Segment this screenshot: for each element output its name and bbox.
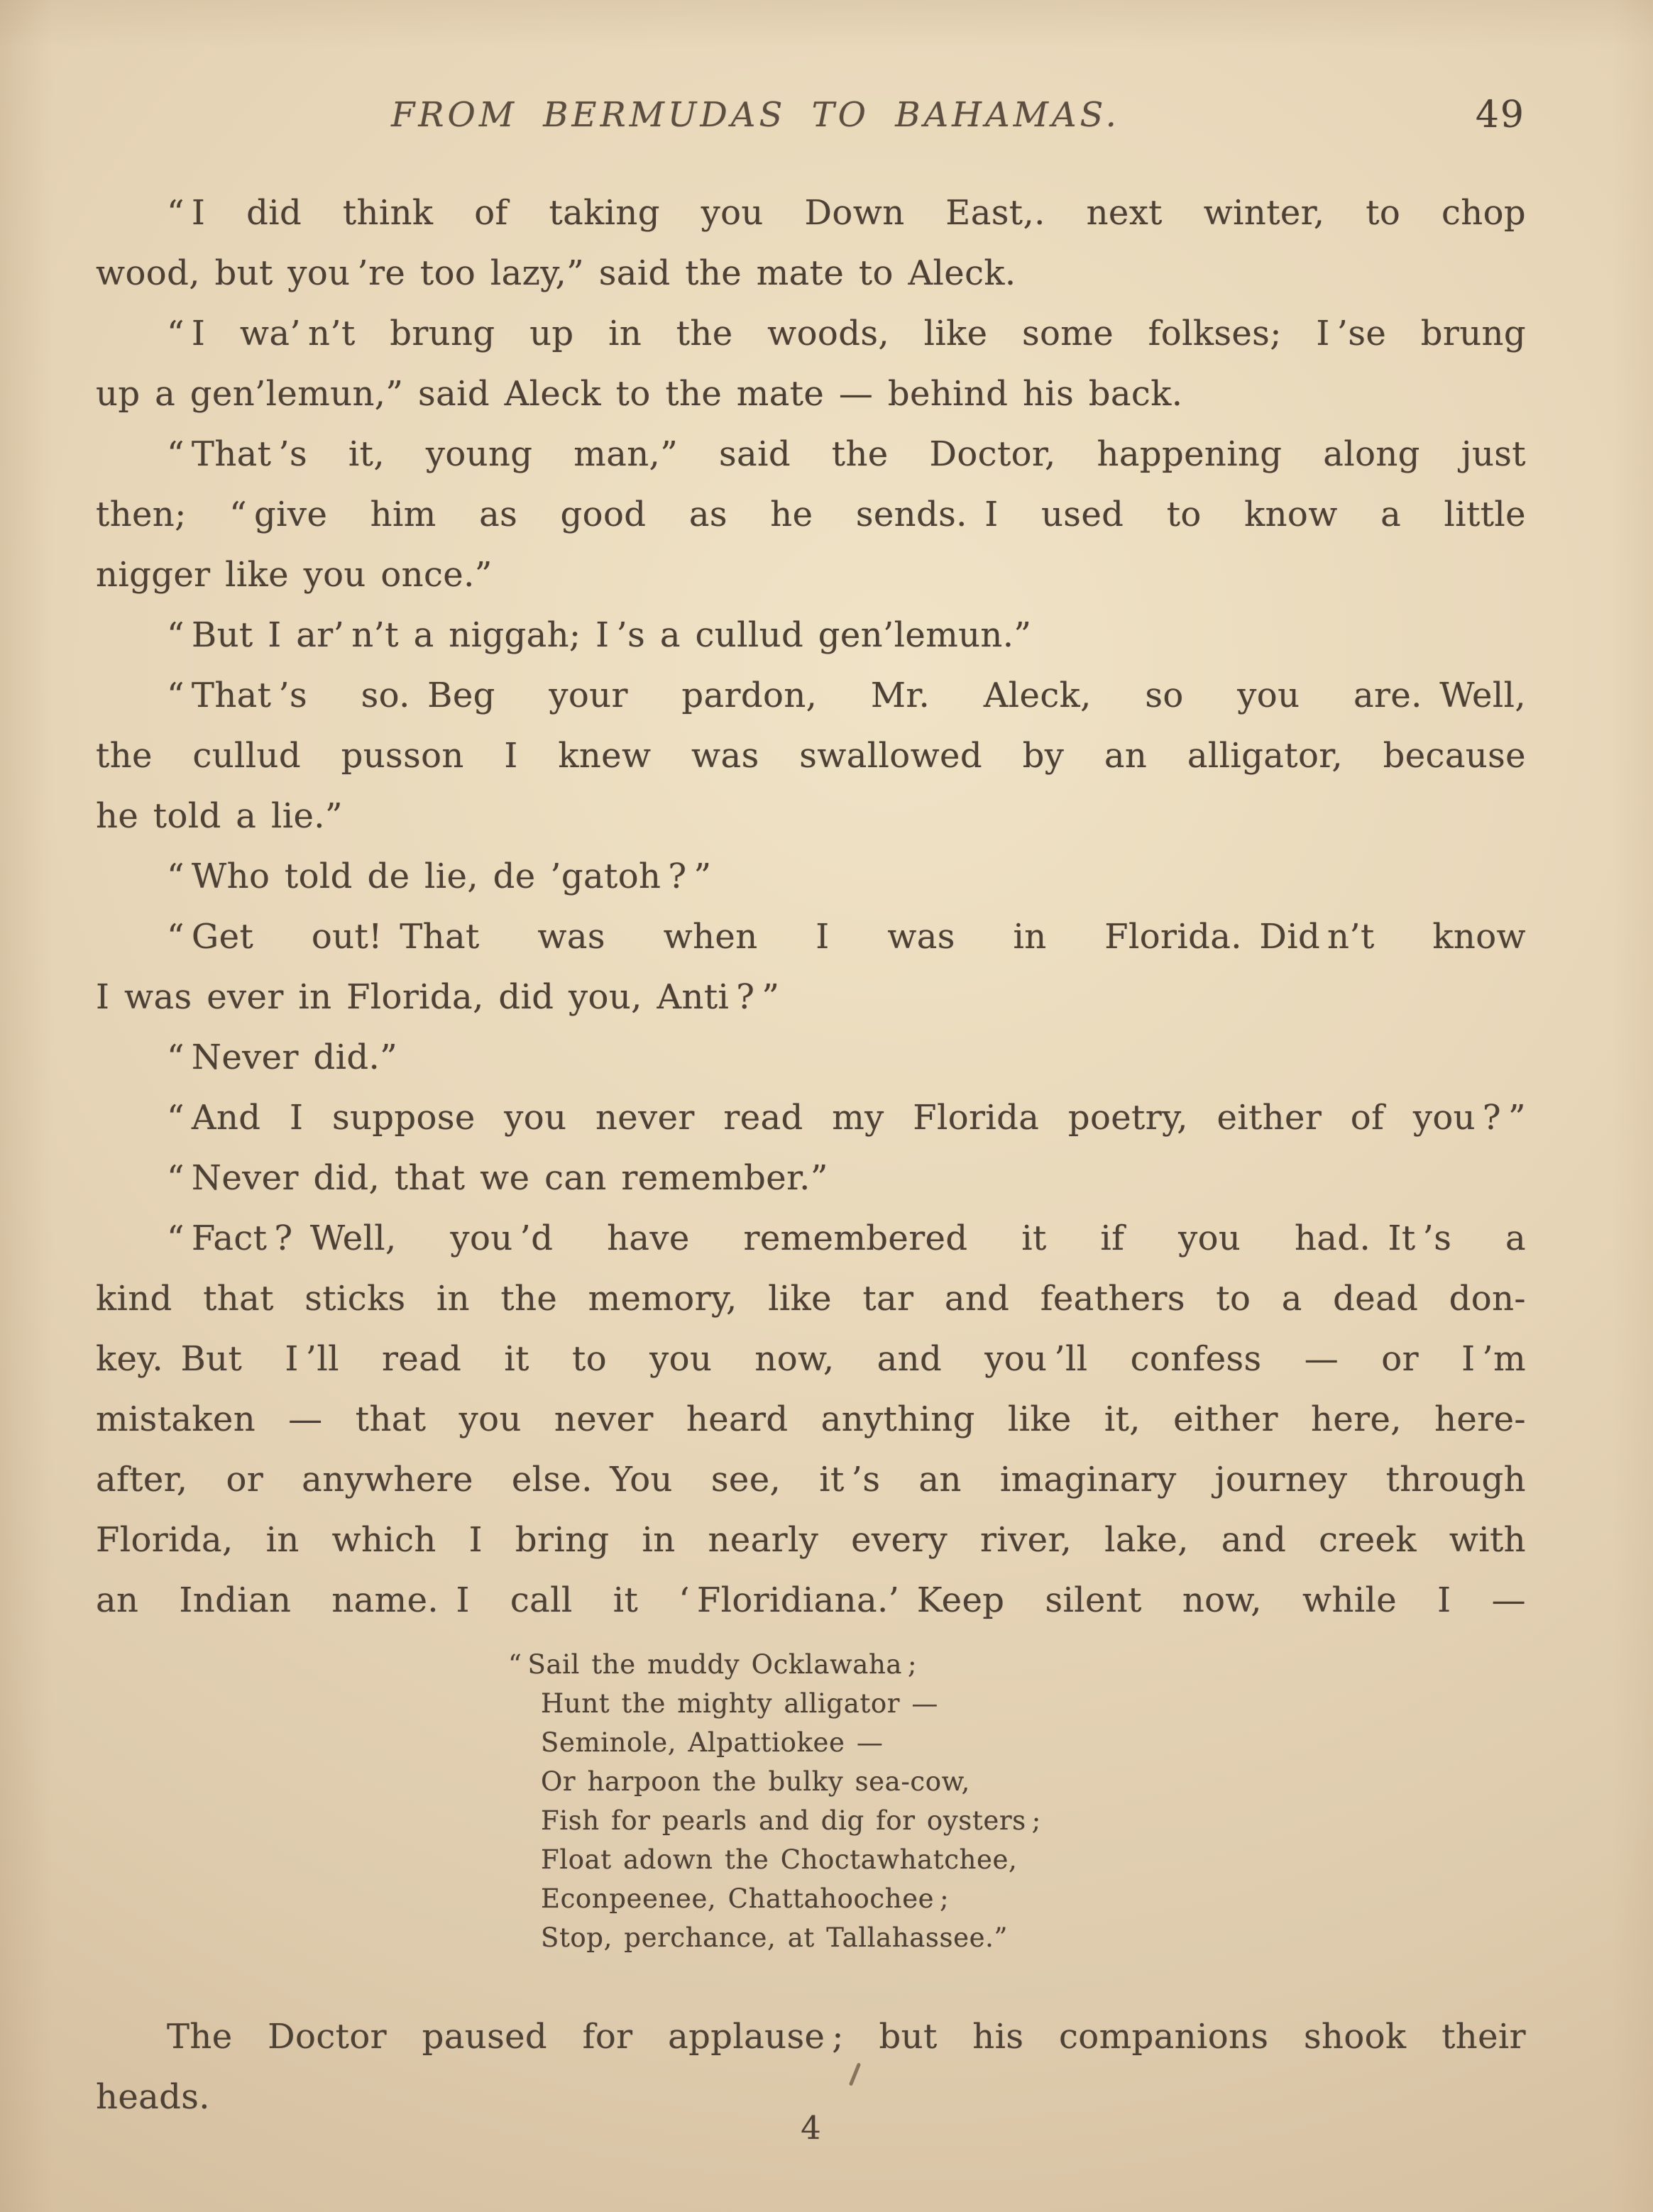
text-line: up a gen’lemun,” said Aleck to the mate — behind his back. [96,374,1183,414]
text-line: wood, but you ’re too lazy,” said the mate to Aleck. [96,253,1016,293]
text-line: “ But I ar’ n’t a niggah; I ’s a cullud gen’lemun.” [167,615,1032,655]
text-line: “ Never did, that we can remember.” [167,1158,828,1198]
poem-line: Stop, perchance, at Tallahassee.” [541,1922,1008,1953]
text-line: The Doctor paused for applause ; but his companions shook their [167,2017,1526,2057]
text-line: he told a lie.” [96,796,343,836]
poem-line: Or harpoon the bulky sea-cow, [541,1766,970,1797]
page-number: 49 [1475,94,1525,136]
text-line: I was ever in Florida, did you, Anti ? ” [96,977,780,1017]
text-line: mistaken — that you never heard anything like it, either here, here- [96,1399,1526,1439]
text-line: the cullud pusson I knew was swallowed by an alligator, because [96,736,1526,776]
signature-mark: 4 [801,2109,821,2147]
poem-line: Seminole, Alpattiokee — [541,1727,884,1758]
text-line: “ Who told de lie, de ’gatoh ? ” [167,857,712,896]
body-text [96,183,1526,2128]
text-line: Florida, in which I bring in nearly every river, lake, and creek with [96,1520,1526,1560]
text-line: then; “ give him as good as he sends. I used to know a little [96,495,1526,534]
text-line: “ That ’s it, young man,” said the Doctor, happening along just [167,434,1526,474]
text-line: nigger like you once.” [96,555,493,595]
poem-line: “ Sail the muddy Ocklawaha ; [508,1649,918,1680]
text-line: heads. [96,2077,210,2117]
text-line: “ I did think of taking you Down East,. next winter, to chop [167,193,1526,233]
text-line: “ Get out! That was when I was in Florida. Did n’t know [167,917,1526,957]
poem-line: Hunt the mighty alligator — [541,1688,938,1719]
poem-line: Float adown the Choctawhatchee, [541,1844,1018,1875]
poem-line: Econpeenee, Chattahoochee ; [541,1883,950,1914]
text-line: kind that sticks in the memory, like tar and feathers to a dead don- [96,1279,1526,1319]
poem-line: Fish for pearls and dig for oysters ; [541,1805,1041,1836]
poem-block [508,1645,1526,1957]
text-line: “ Never did.” [167,1038,398,1077]
text-line: “ And I suppose you never read my Florida poetry, either of you ? ” [167,1098,1526,1138]
text-line: “ I wa’ n’t brung up in the woods, like some folkses; I ’se brung [167,314,1526,353]
text-line: key. But I ’ll read it to you now, and you ’ll confess — or I ’m [96,1339,1526,1379]
text-line: “ That ’s so. Beg your pardon, Mr. Aleck, so you are. Well, [167,676,1526,715]
running-title: FROM BERMUDAS TO BAHAMAS. [391,95,1120,135]
text-line: after, or anywhere else. You see, it ’s an imaginary journey through [96,1460,1526,1500]
text-line: an Indian name. I call it ‘ Floridiana.’ Keep silent now, while I — [96,1580,1526,1620]
text-line: “ Fact ? Well, you ’d have remembered it if you had. It ’s a [167,1218,1526,1258]
